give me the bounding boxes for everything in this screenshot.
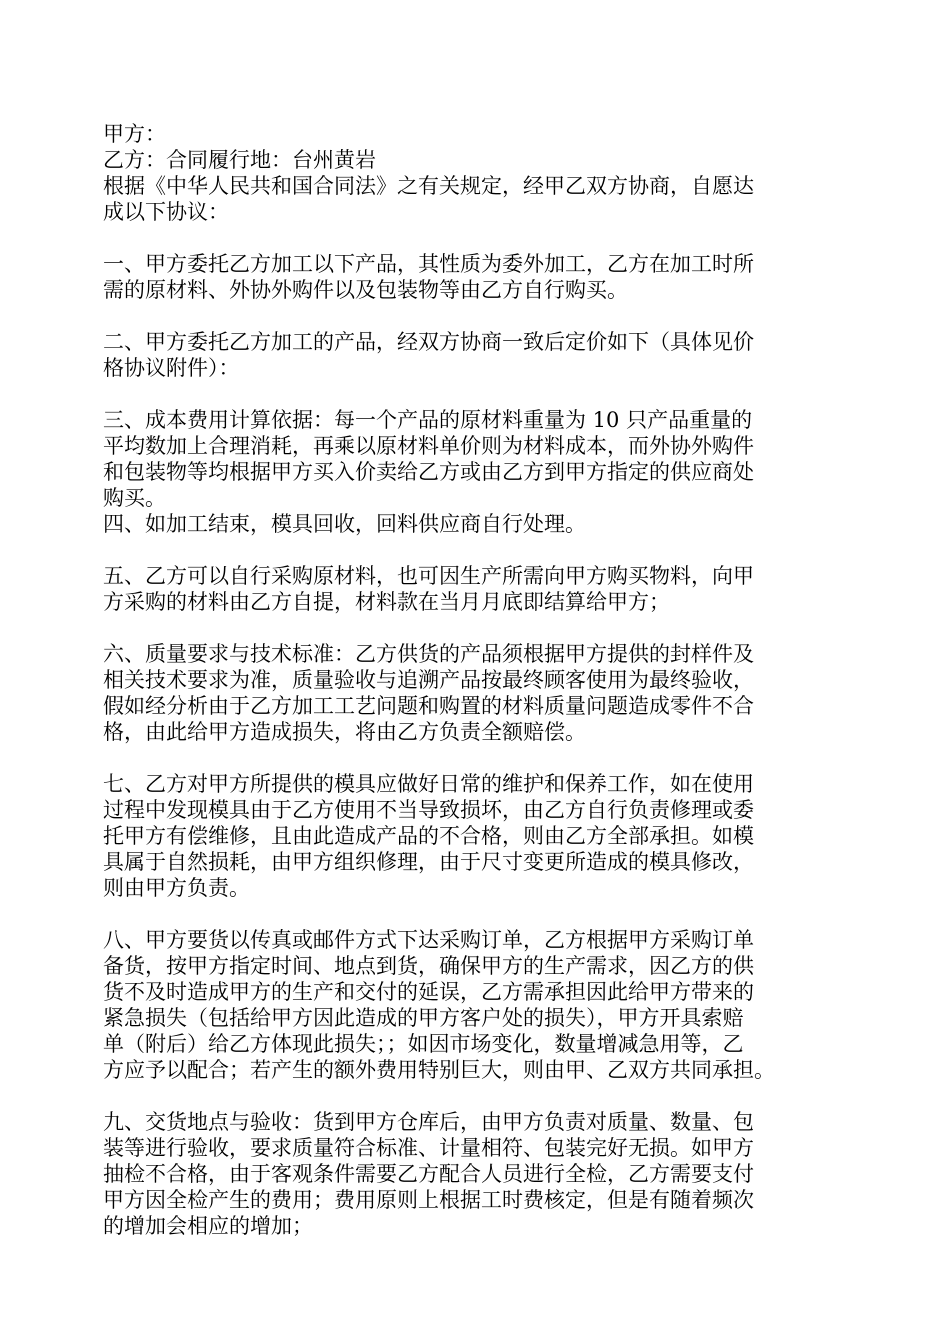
clause-7 [103,771,855,901]
clause-line: 过程中发现模具由于乙方使用不当导致损坏，由乙方自行负责修理或委 [103,798,754,822]
clause-line: 三、成本费用计算依据：每一个产品的原材料重量为 10 只产品重量的 [103,408,753,432]
clause-line: 装等进行验收，要求质量符合标准、计量相符、包装完好无损。如甲方 [103,1136,754,1160]
clause-line: 相关技术要求为准，质量验收与追溯产品按最终顾客使用为最终验收， [103,668,754,692]
clause-line: 紧急损失（包括给甲方因此造成的甲方客户处的损失），甲方开具索赔 [103,1006,744,1030]
clause-4 [103,511,855,537]
clause-line: 具属于自然损耗，由甲方组织修理，由于尺寸变更所造成的模具修改， [103,850,754,874]
clause-line: 七、乙方对甲方所提供的模具应做好日常的维护和保养工作，如在使用 [103,772,754,796]
clause-line: 方应予以配合；若产生的额外费用特别巨大，则由甲、乙双方共同承担。 [103,1058,775,1082]
clause-line: 格，由此给甲方造成损失，将由乙方负责全额赔偿。 [103,720,586,744]
clause-line: 单（附后）给乙方体现此损失；；如因市场变化，数量增减急用等，乙 [103,1032,744,1056]
preamble-line: 成以下协议： [103,200,229,224]
clause-line: 甲方因全检产生的费用；费用原则上根据工时费核定，但是有随着频次 [103,1188,754,1212]
clause-6 [103,641,855,745]
clause-line: 四、如加工结束，模具回收，回料供应商自行处理。 [103,512,586,536]
clause-line: 格协议附件）： [103,356,240,380]
party-b-line: 乙方：合同履行地：台州黄岩 [103,148,376,172]
clause-line: 备货，按甲方指定时间、地点到货，确保甲方的生产需求，因乙方的供 [103,954,754,978]
contract-document [103,121,855,1239]
paragraph-gap [103,381,855,407]
clause-line: 假如经分析由于乙方加工工艺问题和购置的材料质量问题造成零件不合 [103,694,754,718]
clause-line: 货不及时造成甲方的生产和交付的延误，乙方需承担因此给甲方带来的 [103,980,754,1004]
clause-line: 方采购的材料由乙方自提，材料款在当月月底即结算给甲方； [103,590,670,614]
clause-3 [103,407,855,511]
clause-line: 托甲方有偿维修，且由此造成产品的不合格，则由乙方全部承担。如模 [103,824,754,848]
clause-line: 二、甲方委托乙方加工的产品，经双方协商一致后定价如下（具体见价 [103,330,754,354]
paragraph-gap [103,303,855,329]
paragraph-gap [103,745,855,771]
clause-line: 八、甲方要货以传真或邮件方式下达采购订单，乙方根据甲方采购订单 [103,928,754,952]
clause-9 [103,1109,855,1239]
clause-line: 则由甲方负责。 [103,876,250,900]
clause-line: 需的原材料、外协外购件以及包装物等由乙方自行购买。 [103,278,628,302]
clause-2 [103,329,855,381]
paragraph-gap [103,225,855,251]
clause-8 [103,927,855,1083]
clause-line: 购买。 [103,486,166,510]
clause-line: 平均数加上合理消耗，再乘以原材料单价则为材料成本，而外协外购件 [103,434,754,458]
clause-line: 六、质量要求与技术标准：乙方供货的产品须根据甲方提供的封样件及 [103,642,754,666]
paragraph-gap [103,537,855,563]
clause-1 [103,251,855,303]
party-a-line: 甲方： [103,122,166,146]
clause-line: 的增加会相应的增加； [103,1214,313,1238]
clause-line: 抽检不合格，由于客观条件需要乙方配合人员进行全检，乙方需要支付 [103,1162,754,1186]
clause-5 [103,563,855,615]
preamble-line: 根据《中华人民共和国合同法》之有关规定，经甲乙双方协商，自愿达 [103,174,754,198]
clause-line: 一、甲方委托乙方加工以下产品，其性质为委外加工，乙方在加工时所 [103,252,754,276]
clause-line: 和包装物等均根据甲方买入价卖给乙方或由乙方到甲方指定的供应商处 [103,460,754,484]
paragraph-gap [103,901,855,927]
clause-line: 九、交货地点与验收：货到甲方仓库后，由甲方负责对质量、数量、包 [103,1110,754,1134]
paragraph-gap [103,615,855,641]
clause-line: 五、乙方可以自行采购原材料，也可因生产所需向甲方购买物料，向甲 [103,564,754,588]
paragraph-gap [103,1083,855,1109]
